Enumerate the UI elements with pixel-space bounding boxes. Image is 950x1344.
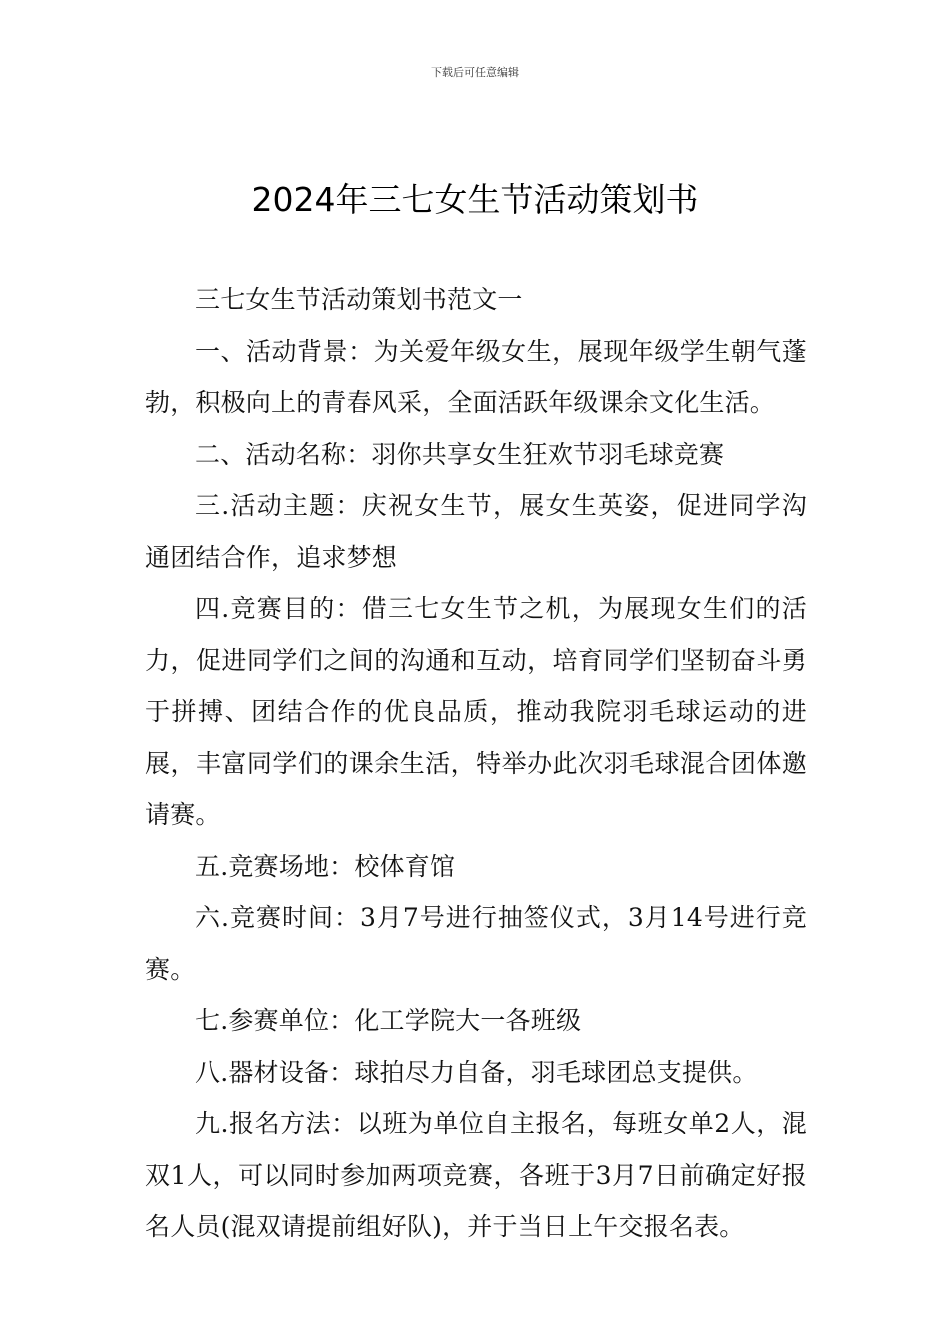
paragraph-venue: 五.竞赛场地：校体育馆 — [195, 851, 456, 881]
paragraph-theme: 三.活动主题：庆祝女生节，展女生英姿，促进同学沟通团结合作，追求梦想 — [145, 491, 807, 572]
paragraph-registration: 九.报名方法：以班为单位自主报名，每班女单2人，混双1人，可以同时参加两项竞赛，各班于3月7日前确定好报名人员(混双请提前组好队)，并于当日上午交报名表。 — [145, 1109, 807, 1241]
paragraph-participants: 七.参赛单位：化工学院大一各班级 — [195, 1006, 582, 1035]
header-note: 下载后可任意编辑 — [431, 66, 519, 79]
document-body — [145, 274, 807, 1253]
paragraph-name: 二、活动名称：羽你共享女生狂欢节羽毛球竞赛 — [195, 439, 725, 469]
paragraph-purpose: 四.竞赛目的：借三七女生节之机，为展现女生们的活力，促进同学们之间的沟通和互动，培育同学们坚韧奋斗勇于拼搏、团结合作的优良品质，推动我院羽毛球运动的进展，丰富同学们的课余生活，特举办此次羽毛球混合团体邀请赛。 — [145, 594, 807, 829]
document-title: 2024年三七女生节活动策划书 — [251, 180, 699, 219]
paragraph-background: 一、活动背景：为关爱年级女生，展现年级学生朝气蓬勃，积极向上的青春风采，全面活跃年级课余文化生活。 — [145, 336, 807, 417]
paragraph-subtitle: 三七女生节活动策划书范文一 — [195, 285, 523, 314]
paragraph-time: 六.竞赛时间：3月7号进行抽签仪式，3月14号进行竞赛。 — [145, 903, 807, 984]
paragraph-equipment: 八.器材设备：球拍尽力自备，羽毛球团总支提供。 — [195, 1057, 758, 1087]
